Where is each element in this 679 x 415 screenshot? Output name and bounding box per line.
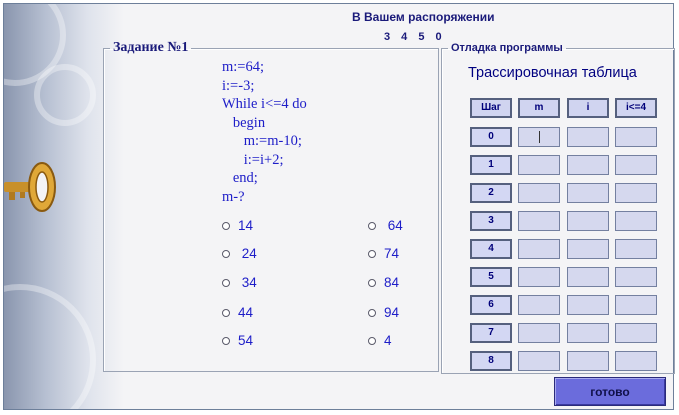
debug-title: Отладка программы — [451, 42, 563, 54]
header-m: m — [518, 98, 560, 118]
answer-option-2[interactable] — [222, 246, 257, 261]
code-line: m:=m-10; — [222, 133, 302, 149]
code-line: m-? — [222, 188, 245, 205]
radio-button[interactable] — [368, 250, 376, 258]
cell-i-input[interactable] — [567, 351, 609, 371]
cell-m-input[interactable] — [518, 155, 560, 175]
text-caret — [539, 131, 540, 143]
step-number: 4 — [470, 239, 512, 259]
cell-m-input[interactable] — [518, 211, 560, 231]
cell-condition-input[interactable] — [615, 295, 657, 315]
cell-condition-input[interactable] — [615, 239, 657, 259]
header-condition: i<=4 — [615, 98, 657, 118]
answer-option-8[interactable] — [368, 275, 399, 290]
option-label: 4 — [384, 333, 392, 348]
cell-i-input[interactable] — [567, 295, 609, 315]
code-line: begin — [222, 114, 266, 131]
answer-option-1[interactable] — [222, 218, 253, 233]
step-number: 0 — [470, 127, 512, 147]
trace-table-title: Трассировочная таблица — [468, 65, 637, 81]
header-step: Шаг — [470, 98, 512, 118]
cell-condition-input[interactable] — [615, 127, 657, 147]
cell-m-input[interactable] — [518, 127, 560, 147]
cell-i-input[interactable] — [567, 239, 609, 259]
code-line: end; — [222, 170, 258, 186]
radio-button[interactable] — [368, 337, 376, 345]
answer-option-7[interactable] — [368, 246, 399, 261]
option-label: 74 — [384, 246, 400, 261]
radio-button[interactable] — [222, 222, 230, 230]
done-button[interactable]: готово — [554, 377, 666, 406]
key-icon — [4, 154, 64, 224]
cell-m-input[interactable] — [518, 239, 560, 259]
cell-i-input[interactable] — [567, 211, 609, 231]
cell-m-input[interactable] — [518, 323, 560, 343]
option-label: 24 — [238, 246, 257, 261]
answer-option-5[interactable] — [222, 333, 253, 348]
step-number: 2 — [470, 183, 512, 203]
radio-button[interactable] — [368, 309, 376, 317]
radio-button[interactable] — [222, 337, 230, 345]
cell-m-input[interactable] — [518, 183, 560, 203]
answer-option-6[interactable] — [368, 218, 403, 233]
answer-option-4[interactable] — [222, 305, 253, 320]
answer-option-3[interactable] — [222, 275, 257, 290]
cell-i-input[interactable] — [567, 323, 609, 343]
radio-button[interactable] — [222, 279, 230, 287]
program-code — [222, 58, 307, 206]
step-number: 7 — [470, 323, 512, 343]
step-number: 1 — [470, 155, 512, 175]
step-number: 8 — [470, 351, 512, 371]
code-line: While i<=4 do — [222, 96, 307, 112]
resources-value: 3 4 5 0 — [384, 31, 443, 43]
cell-i-input[interactable] — [567, 127, 609, 147]
option-label: 34 — [238, 275, 257, 290]
answer-option-9[interactable] — [368, 305, 399, 320]
step-number: 3 — [470, 211, 512, 231]
option-label: 14 — [238, 218, 254, 233]
cell-condition-input[interactable] — [615, 351, 657, 371]
cell-condition-input[interactable] — [615, 211, 657, 231]
task-title: Задание №1 — [113, 40, 189, 55]
cell-m-input[interactable] — [518, 295, 560, 315]
cell-condition-input[interactable] — [615, 267, 657, 287]
code-line: i:=i+2; — [222, 151, 284, 168]
cell-condition-input[interactable] — [615, 323, 657, 343]
option-label: 84 — [384, 275, 400, 290]
radio-button[interactable] — [368, 222, 376, 230]
radio-button[interactable] — [222, 309, 230, 317]
resources-title: В Вашем распоряжении — [352, 10, 495, 24]
cell-i-input[interactable] — [567, 155, 609, 175]
cell-condition-input[interactable] — [615, 183, 657, 203]
option-label: 54 — [238, 333, 254, 348]
header-i: i — [567, 98, 609, 118]
cell-condition-input[interactable] — [615, 155, 657, 175]
option-label: 64 — [384, 218, 403, 233]
cell-m-input[interactable] — [518, 351, 560, 371]
step-number: 5 — [470, 267, 512, 287]
option-label: 94 — [384, 305, 400, 320]
option-label: 44 — [238, 305, 254, 320]
step-number: 6 — [470, 295, 512, 315]
radio-button[interactable] — [222, 250, 230, 258]
cell-i-input[interactable] — [567, 267, 609, 287]
code-line: m:=64; — [222, 59, 265, 75]
radio-button[interactable] — [368, 279, 376, 287]
answer-option-10[interactable] — [368, 333, 392, 348]
cell-i-input[interactable] — [567, 183, 609, 203]
cell-m-input[interactable] — [518, 267, 560, 287]
code-line: i:=-3; — [222, 77, 255, 94]
